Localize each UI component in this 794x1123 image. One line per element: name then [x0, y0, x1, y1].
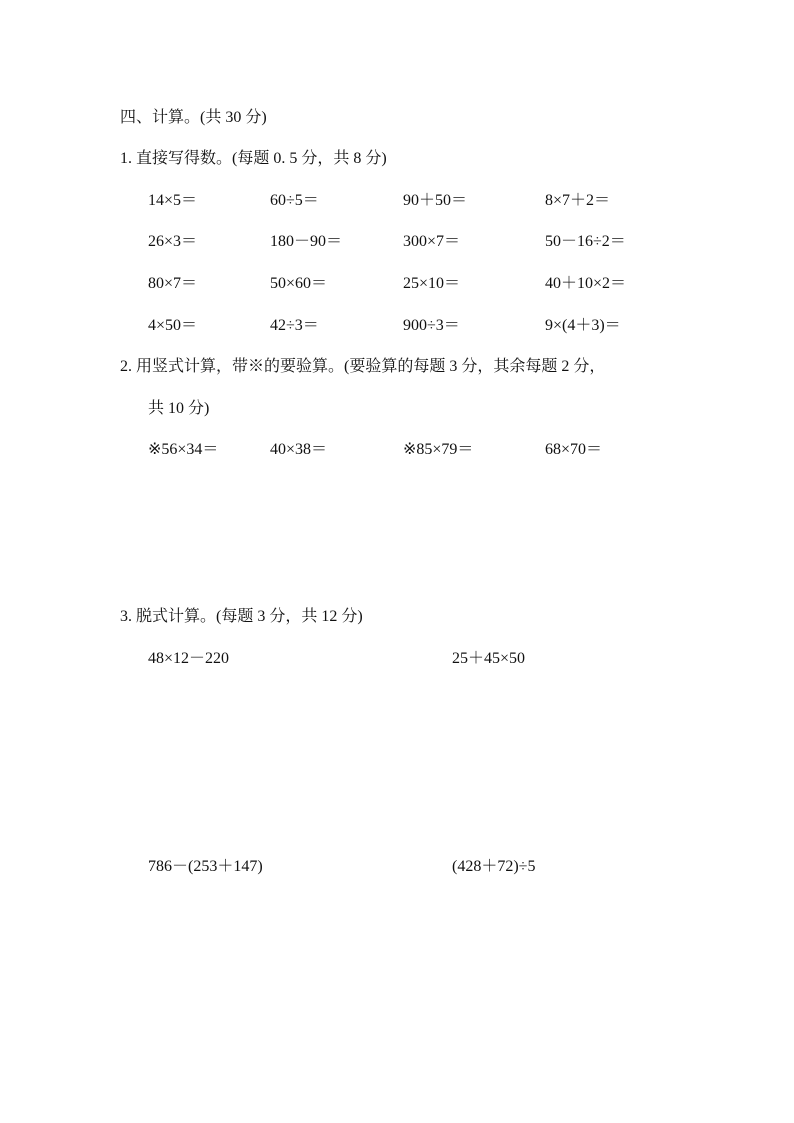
q1-item: 300×7＝	[403, 233, 461, 250]
q1-item: 40＋10×2＝	[545, 275, 627, 292]
q1-item: 60÷5＝	[270, 192, 319, 209]
q1-item: 80×7＝	[148, 275, 198, 292]
q1-item: 90＋50＝	[403, 192, 468, 209]
q1-item: 900÷3＝	[403, 317, 460, 334]
q2-item: ※56×34＝	[148, 441, 219, 458]
q1-item: 25×10＝	[403, 275, 461, 292]
q3-item: (428＋72)÷5	[452, 858, 536, 875]
q3-item: 786－(253＋147)	[148, 858, 263, 875]
q2-item: 40×38＝	[270, 441, 328, 458]
q3-item: 48×12－220	[148, 650, 230, 667]
q1-item: 50－16÷2＝	[545, 233, 626, 250]
q1-item: 42÷3＝	[270, 317, 319, 334]
q3-item: 25＋45×50	[452, 650, 526, 667]
q1-item: 4×50＝	[148, 317, 198, 334]
q2-item: 68×70＝	[545, 441, 603, 458]
q2-title-line2: 共 10 分)	[148, 400, 210, 417]
q2-title-line1: 2. 用竖式计算，带※的要验算。(要验算的每题 3 分，其余每题 2 分，	[120, 358, 606, 375]
q2-item: ※85×79＝	[403, 441, 474, 458]
q1-item: 9×(4＋3)＝	[545, 317, 621, 334]
q1-title: 1. 直接写得数。(每题 0. 5 分，共 8 分)	[120, 150, 387, 167]
q1-item: 50×60＝	[270, 275, 328, 292]
section-title: 四、计算。(共 30 分)	[120, 109, 267, 126]
q1-item: 26×3＝	[148, 233, 198, 250]
q1-item: 14×5＝	[148, 192, 198, 209]
q1-item: 180－90＝	[270, 233, 343, 250]
q1-item: 8×7＋2＝	[545, 192, 611, 209]
q3-title: 3. 脱式计算。(每题 3 分，共 12 分)	[120, 608, 363, 625]
